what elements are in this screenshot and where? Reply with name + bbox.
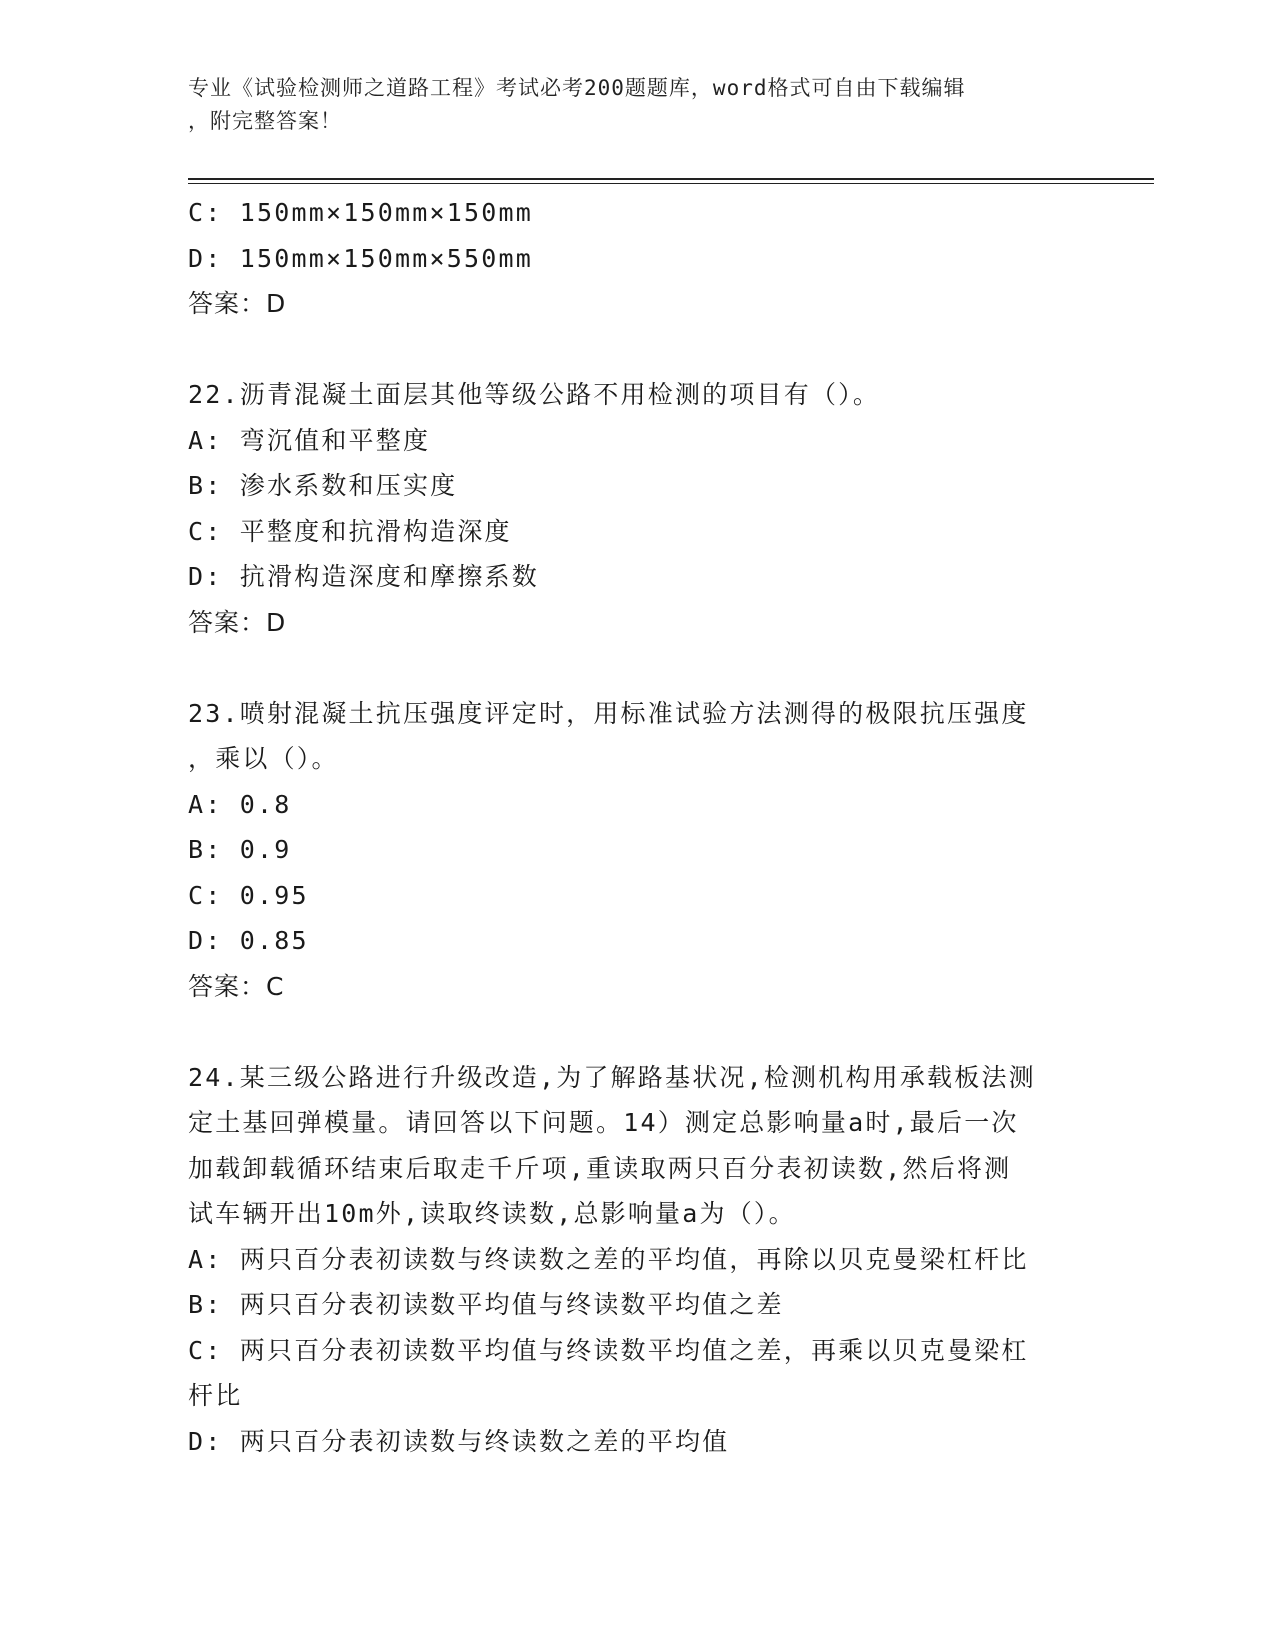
q24-option-d: D: 两只百分表初读数与终读数之差的平均值 [188, 1426, 730, 1456]
question-22 [188, 372, 1088, 646]
q23-question-line-2: ，乘以（）。 [188, 744, 339, 773]
q21-option-d: D: 150mm×150mm×550mm [188, 243, 534, 273]
q23-option-d: D: 0.85 [188, 926, 309, 955]
q24-question-line-1: 24.某三级公路进行升级改造,为了解路基状况,检测机构用承载板法测 [188, 1062, 1036, 1092]
q24-question-line-2: 定土基回弹模量。请回答以下问题。14）测定总影响量a时,最后一次 [188, 1108, 1019, 1137]
q24-option-a: A: 两只百分表初读数与终读数之差的平均值，再除以贝克曼梁杠杆比 [188, 1244, 1029, 1274]
spacer [188, 327, 1088, 372]
spacer [188, 646, 1088, 691]
document-header [188, 72, 1068, 138]
header-divider-thin [188, 183, 1154, 184]
spacer [188, 1010, 1088, 1055]
header-title-line-2: ，附完整答案！ [188, 109, 342, 133]
q24-question-line-3: 加载卸载循环结束后取走千斤项,重读取两只百分表初读数,然后将测 [188, 1153, 1012, 1183]
q24-option-c-line-2: 杆比 [188, 1381, 243, 1410]
q23-option-a: A: 0.8 [188, 789, 292, 819]
header-title-line-1: 专业《试验检测师之道路工程》考试必考200题题库，word格式可自由下载编辑 [188, 76, 966, 100]
header-divider-thick [188, 178, 1154, 180]
q21-option-c: C: 150mm×150mm×150mm [188, 198, 534, 227]
q24-question-line-4: 试车辆开出10m外,读取终读数,总影响量a为（）。 [188, 1199, 796, 1228]
q23-answer: 答案：C [188, 971, 285, 1001]
question-21-tail [188, 190, 1088, 327]
q22-option-c: C: 平整度和抗滑构造深度 [188, 516, 512, 546]
q22-option-d: D: 抗滑构造深度和摩擦系数 [188, 562, 539, 591]
q23-option-c: C: 0.95 [188, 880, 309, 910]
question-23 [188, 691, 1088, 1010]
q22-option-b: B: 渗水系数和压实度 [188, 471, 458, 500]
question-list [188, 190, 1088, 1464]
q23-option-b: B: 0.9 [188, 835, 292, 864]
q23-question-line-1: 23.喷射混凝土抗压强度评定时，用标准试验方法测得的极限抗压强度 [188, 698, 1029, 728]
q22-option-a: A: 弯沉值和平整度 [188, 425, 431, 455]
q22-question: 22.沥青混凝土面层其他等级公路不用检测的项目有（）。 [188, 380, 881, 409]
q21-answer: 答案：D [188, 289, 287, 318]
q24-option-b: B: 两只百分表初读数平均值与终读数平均值之差 [188, 1290, 784, 1319]
question-24 [188, 1055, 1088, 1465]
q24-option-c-line-1: C: 两只百分表初读数平均值与终读数平均值之差，再乘以贝克曼梁杠 [188, 1335, 1029, 1365]
q22-answer: 答案：D [188, 607, 287, 637]
